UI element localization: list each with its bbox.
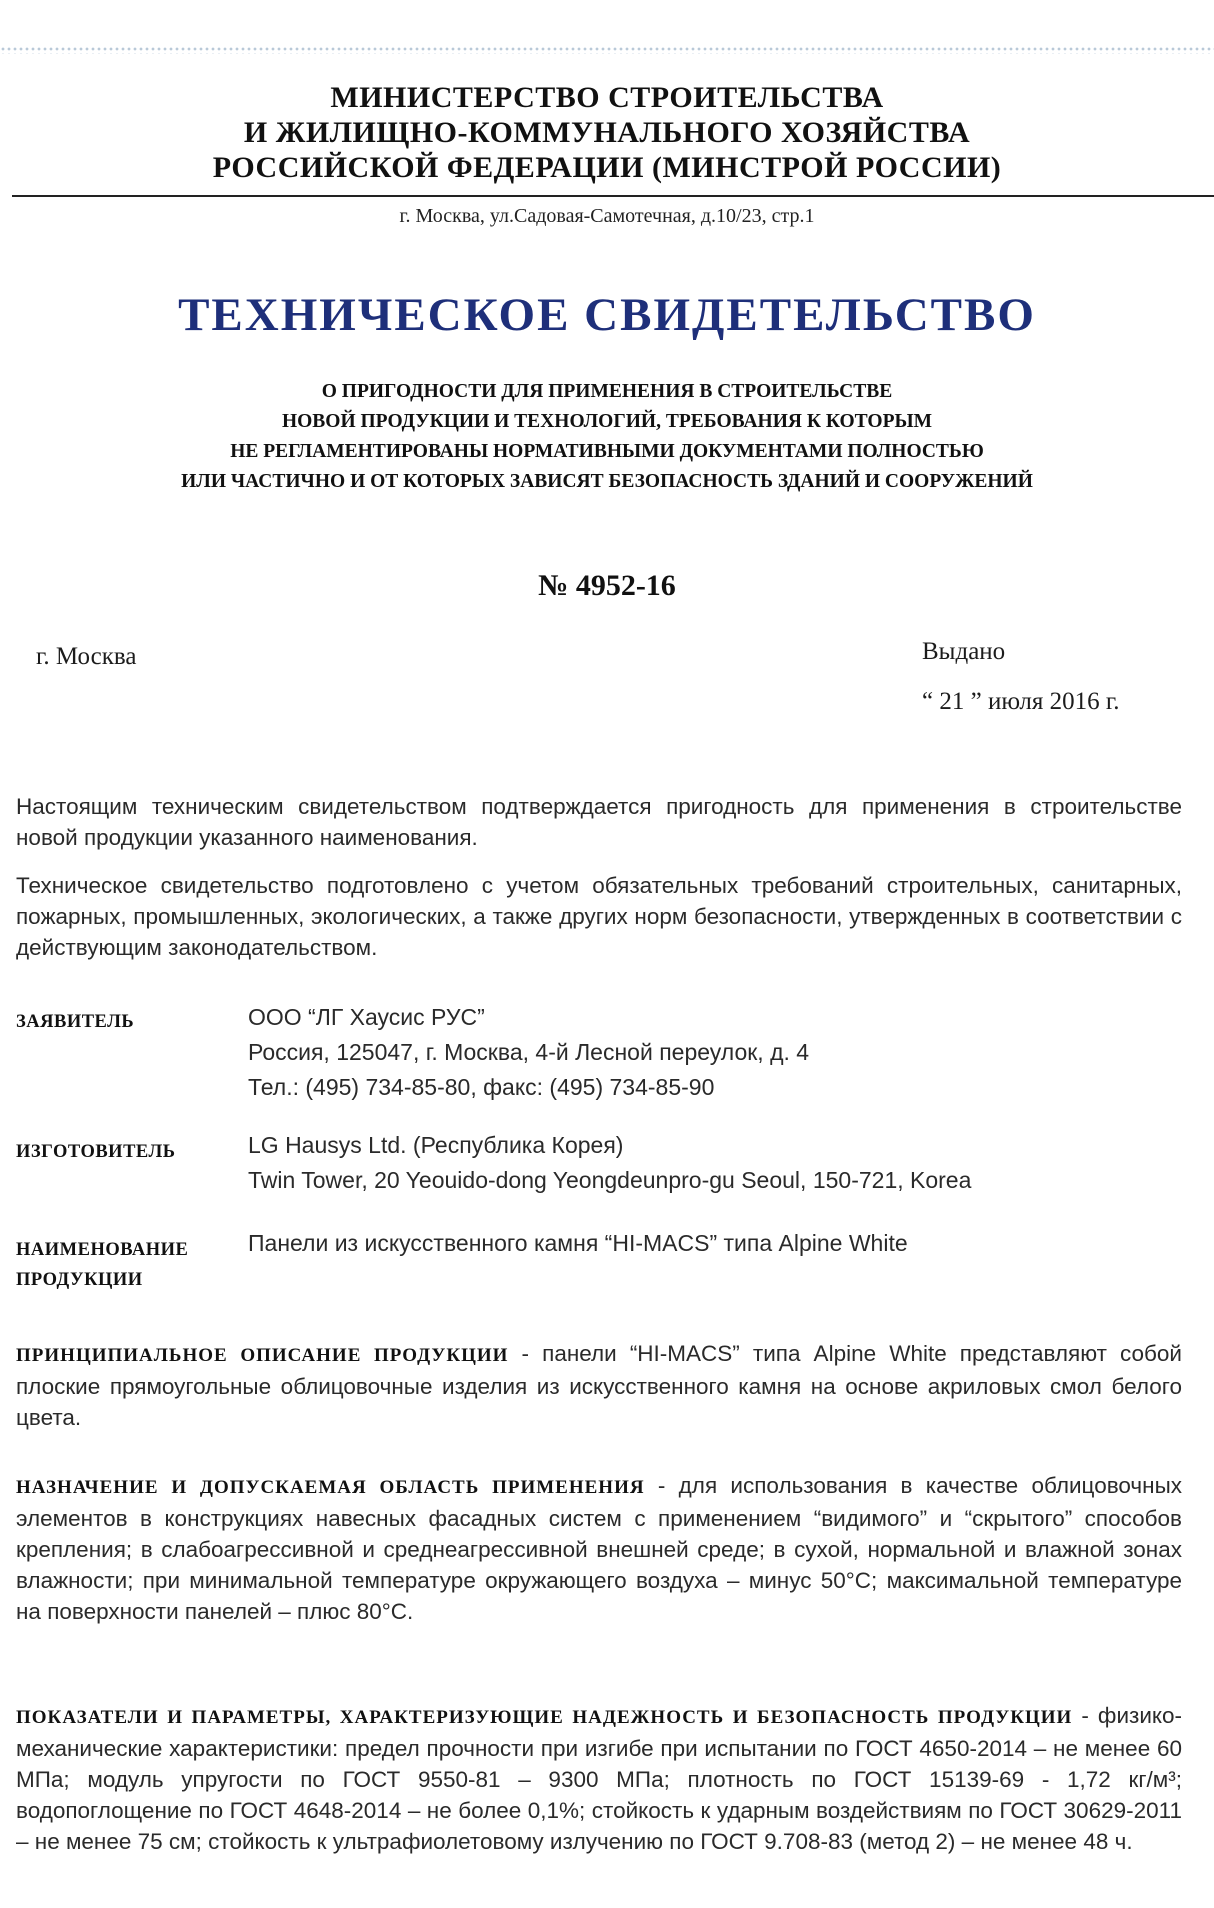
- subtitle-line-3: НЕ РЕГЛАМЕНТИРОВАНЫ НОРМАТИВНЫМИ ДОКУМЕНТАМИ ПОЛНОСТЬЮ: [230, 441, 984, 462]
- ministry-address: г. Москва, ул.Садовая-Самотечная, д.10/23, стр.1: [399, 205, 815, 227]
- application-scope-heading: НАЗНАЧЕНИЕ И ДОПУСКАЕМАЯ ОБЛАСТЬ ПРИМЕНЕНИЯ: [16, 1477, 645, 1498]
- intro-paragraph-1: Настоящим техническим свидетельством подтверждается пригодность для применения в строительстве новой продукции указанного наименования.: [16, 794, 1182, 850]
- application-scope: [16, 1470, 1182, 1627]
- manufacturer-name: LG Hausys Ltd. (Республика Корея): [248, 1132, 624, 1158]
- manufacturer-details: [248, 1128, 1188, 1198]
- subtitle-line-1: О ПРИГОДНОСТИ ДЛЯ ПРИМЕНЕНИЯ В СТРОИТЕЛЬСТВЕ: [321, 381, 893, 402]
- application-scope-text: - для использования в качестве облицовочных элементов в конструкциях навесных фасадных систем с применением “видимого” и “скрытого” способов крепления; в слабоагрессивной и среднеагрессивной внешней среде; в сухой, нормальной и влажной зонах влажности; при минимальной температуре окружающего воздуха – минус 50°С; максимальной температуре на поверхности панелей – плюс 80°С.: [16, 1473, 1182, 1624]
- top-dotted-border: [0, 46, 1214, 54]
- product-name-label-line-2: ПРОДУКЦИИ: [16, 1270, 143, 1290]
- manufacturer-label: ИЗГОТОВИТЕЛЬ: [16, 1142, 176, 1162]
- issue-date: “ 21 ” июля 2016 г.: [922, 688, 1120, 715]
- applicant-label: ЗАЯВИТЕЛЬ: [16, 1012, 135, 1032]
- issued-label: Выдано: [922, 638, 1006, 665]
- applicant-details: [248, 1000, 1188, 1105]
- product-description-heading: ПРИНЦИПИАЛЬНОЕ ОПИСАНИЕ ПРОДУКЦИИ: [16, 1345, 509, 1366]
- product-description: [16, 1338, 1182, 1433]
- applicant-address: Россия, 125047, г. Москва, 4-й Лесной переулок, д. 4: [248, 1039, 810, 1065]
- ministry-name-line-3: РОССИЙСКОЙ ФЕДЕРАЦИИ (МИНСТРОЙ РОССИИ): [212, 151, 1002, 184]
- subtitle-line-4: ИЛИ ЧАСТИЧНО И ОТ КОТОРЫХ ЗАВИСЯТ БЕЗОПАСНОСТЬ ЗДАНИЙ И СООРУЖЕНИЙ: [181, 471, 1033, 492]
- applicant-name: ООО “ЛГ Хаусис РУС”: [248, 1004, 485, 1030]
- header-divider: [12, 195, 1214, 197]
- applicant-phone: Тел.: (495) 734-85-80, факс: (495) 734-85-90: [248, 1074, 715, 1100]
- product-name-value: [248, 1226, 1188, 1261]
- product-description-text: - панели “HI-MACS” типа Alpine White представляют собой плоские прямоугольные облицовочные изделия из искусственного камня на основе акриловых смол белого цвета.: [16, 1341, 1182, 1430]
- reliability-parameters: [16, 1700, 1182, 1857]
- certificate-number: № 4952-16: [538, 569, 676, 602]
- manufacturer-address: Twin Tower, 20 Yeouido-dong Yeongdeunpro-gu Seoul, 150-721, Korea: [248, 1167, 972, 1193]
- product-name: Панели из искусственного камня “HI-MACS” типа Alpine White: [248, 1230, 908, 1256]
- reliability-parameters-text: - физико-механические характеристики: предел прочности при изгибе при испытании по ГОСТ 4650-2014 – не менее 60 МПа; модуль упругости по ГОСТ 9550-81 – 9300 МПа; плотность по ГОСТ 15139-69 - 1,72 кг/м³; водопоглощение по ГОСТ 4648-2014 – не более 0,1%; стойкость к ударным воздействиям по ГОСТ 30629-2011 – не менее 75 см; стойкость к ультрафиолетовому излучению по ГОСТ 9.708-83 (метод 2) – не менее 48 ч.: [16, 1703, 1182, 1854]
- intro-paragraph-2: Техническое свидетельство подготовлено с учетом обязательных требований строительных, санитарных, пожарных, промышленных, экологических, а также других норм безопасности, утвержденных в соответствии с действующим законодательством.: [16, 873, 1182, 960]
- ministry-name-line-1: МИНИСТЕРСТВО СТРОИТЕЛЬСТВА: [330, 81, 884, 114]
- product-name-label: [16, 1235, 236, 1295]
- reliability-parameters-heading: ПОКАЗАТЕЛИ И ПАРАМЕТРЫ, ХАРАКТЕРИЗУЮЩИЕ НАДЕЖНОСТЬ И БЕЗОПАСНОСТЬ ПРОДУКЦИИ: [16, 1707, 1073, 1728]
- subtitle-line-2: НОВОЙ ПРОДУКЦИИ И ТЕХНОЛОГИЙ, ТРЕБОВАНИЯ К КОТОРЫМ: [281, 411, 933, 432]
- issue-city: г. Москва: [36, 643, 137, 670]
- product-name-label-line-1: НАИМЕНОВАНИЕ: [16, 1240, 189, 1260]
- document-title: ТЕХНИЧЕСКОЕ СВИДЕТЕЛЬСТВО: [178, 289, 1036, 341]
- ministry-name-line-2: И ЖИЛИЩНО-КОММУНАЛЬНОГО ХОЗЯЙСТВА: [243, 116, 971, 149]
